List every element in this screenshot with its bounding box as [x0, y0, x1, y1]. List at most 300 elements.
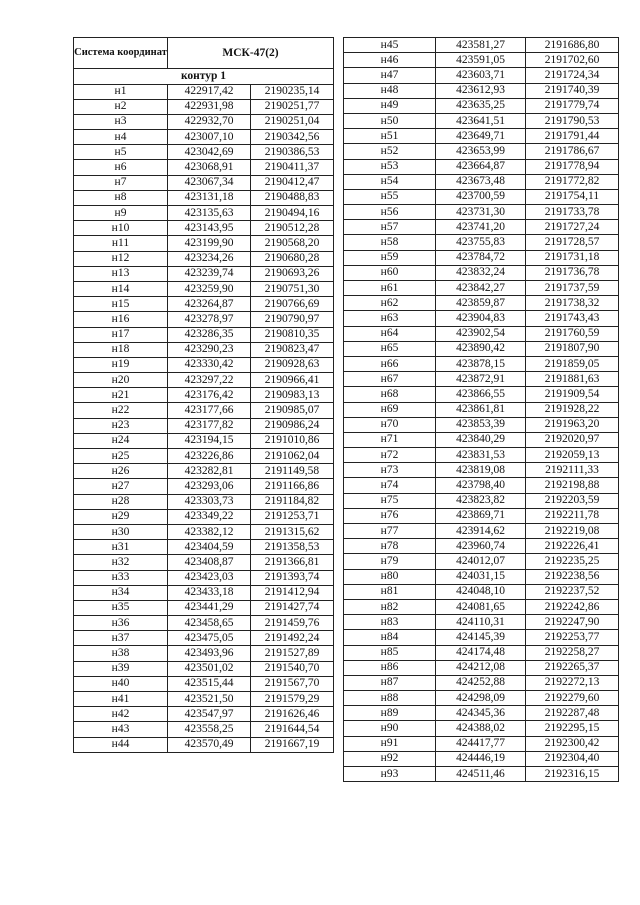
- point-name: н54: [344, 174, 436, 189]
- point-name: н50: [344, 113, 436, 128]
- point-name: н35: [74, 600, 168, 615]
- table-row: [74, 281, 334, 296]
- coordinate-x: 423501,02: [168, 661, 251, 676]
- coordinate-x: 423349,22: [168, 509, 251, 524]
- table-row: [344, 265, 619, 280]
- coordinate-x: 423282,81: [168, 464, 251, 479]
- coordinate-x: 424417,77: [436, 736, 526, 751]
- coordinate-y: 2192235,25: [526, 554, 619, 569]
- coordinate-x: 423303,73: [168, 494, 251, 509]
- point-name: н29: [74, 509, 168, 524]
- coordinate-x: 423330,42: [168, 357, 251, 372]
- table-row: [344, 113, 619, 128]
- point-name: н66: [344, 356, 436, 371]
- table-row: [344, 508, 619, 523]
- coordinate-y: 2191412,94: [251, 585, 334, 600]
- point-name: н88: [344, 691, 436, 706]
- coordinate-x: 423641,51: [436, 113, 526, 128]
- table-row: [74, 403, 334, 418]
- coordinate-y: 2192272,13: [526, 675, 619, 690]
- table-row: [344, 38, 619, 53]
- coordinate-y: 2191567,70: [251, 676, 334, 691]
- point-name: н52: [344, 144, 436, 159]
- coordinate-x: 423840,29: [436, 432, 526, 447]
- coordinate-x: 423176,42: [168, 388, 251, 403]
- point-name: н32: [74, 555, 168, 570]
- coordinate-y: 2192247,90: [526, 615, 619, 630]
- coordinate-y: 2190966,41: [251, 373, 334, 388]
- coordinate-y: 2190512,28: [251, 221, 334, 236]
- coordinate-x: 423653,99: [436, 144, 526, 159]
- coordinate-y: 2191807,90: [526, 341, 619, 356]
- table-row: [74, 707, 334, 722]
- coordinate-x: 423515,44: [168, 676, 251, 691]
- table-row: [344, 417, 619, 432]
- point-name: н72: [344, 448, 436, 463]
- table-row: [74, 312, 334, 327]
- coordinate-x: 423297,22: [168, 373, 251, 388]
- point-name: н49: [344, 98, 436, 113]
- coordinate-x: 422931,98: [168, 99, 251, 114]
- coordinate-x: 424298,09: [436, 691, 526, 706]
- point-name: н5: [74, 145, 168, 160]
- point-name: н11: [74, 236, 168, 251]
- table-row: [344, 736, 619, 751]
- point-name: н24: [74, 433, 168, 448]
- coordinate-y: 2190928,63: [251, 357, 334, 372]
- coordinate-x: 424388,02: [436, 721, 526, 736]
- table-row: [344, 721, 619, 736]
- table-row: [74, 600, 334, 615]
- table-row: [74, 373, 334, 388]
- table-row: [344, 250, 619, 265]
- coordinate-y: 2191778,94: [526, 159, 619, 174]
- coordinate-x: 423234,26: [168, 251, 251, 266]
- coordinate-x: 423521,50: [168, 692, 251, 707]
- point-name: н20: [74, 373, 168, 388]
- table-row: [74, 646, 334, 661]
- table-row: [344, 205, 619, 220]
- coordinate-x: 423755,83: [436, 235, 526, 250]
- coordinate-x: 423603,71: [436, 68, 526, 83]
- table-row: [344, 584, 619, 599]
- coordinate-y: 2191315,62: [251, 524, 334, 539]
- point-name: н13: [74, 266, 168, 281]
- coordinate-y: 2191393,74: [251, 570, 334, 585]
- coordinate-y: 2190235,14: [251, 84, 334, 99]
- coordinate-y: 2191253,71: [251, 509, 334, 524]
- table-row: [344, 144, 619, 159]
- point-name: н48: [344, 83, 436, 98]
- table-row: [74, 175, 334, 190]
- coordinates-table-left: [73, 37, 334, 753]
- point-name: н92: [344, 751, 436, 766]
- coordinate-x: 423433,18: [168, 585, 251, 600]
- coordinate-y: 2192219,08: [526, 524, 619, 539]
- point-name: н8: [74, 190, 168, 205]
- point-name: н46: [344, 53, 436, 68]
- coordinate-y: 2191492,24: [251, 631, 334, 646]
- coordinate-x: 423199,90: [168, 236, 251, 251]
- coordinate-y: 2191702,60: [526, 53, 619, 68]
- coordinate-x: 423842,27: [436, 281, 526, 296]
- table-row: [344, 235, 619, 250]
- table-row: [344, 296, 619, 311]
- point-name: н80: [344, 569, 436, 584]
- coordinate-y: 2192111,33: [526, 463, 619, 478]
- table-row: [344, 675, 619, 690]
- table-row: [344, 751, 619, 766]
- point-name: н77: [344, 524, 436, 539]
- point-name: н4: [74, 130, 168, 145]
- point-name: н12: [74, 251, 168, 266]
- table-row: [74, 737, 334, 752]
- coordinate-x: 423278,97: [168, 312, 251, 327]
- coordinate-y: 2192237,52: [526, 584, 619, 599]
- coordinate-y: 2191963,20: [526, 417, 619, 432]
- table-row: [74, 524, 334, 539]
- coordinate-y: 2192059,13: [526, 448, 619, 463]
- table-row: [344, 539, 619, 554]
- coordinate-y: 2190985,07: [251, 403, 334, 418]
- point-name: н59: [344, 250, 436, 265]
- contour-label: контур 1: [74, 69, 334, 85]
- point-name: н9: [74, 206, 168, 221]
- coordinate-y: 2192316,15: [526, 767, 619, 782]
- coordinate-y: 2192258,27: [526, 645, 619, 660]
- point-name: н51: [344, 129, 436, 144]
- coordinate-y: 2190251,04: [251, 114, 334, 129]
- point-name: н36: [74, 616, 168, 631]
- table-row: [74, 221, 334, 236]
- point-name: н56: [344, 205, 436, 220]
- coordinate-x: 423866,55: [436, 387, 526, 402]
- coordinate-y: 2191754,11: [526, 189, 619, 204]
- table-row: [344, 493, 619, 508]
- point-name: н42: [74, 707, 168, 722]
- coordinate-x: 423259,90: [168, 281, 251, 296]
- table-row: [74, 449, 334, 464]
- coordinate-y: 2192203,59: [526, 493, 619, 508]
- point-name: н23: [74, 418, 168, 433]
- coordinate-y: 2192242,86: [526, 599, 619, 614]
- table-row: [74, 555, 334, 570]
- coordinate-x: 423547,97: [168, 707, 251, 722]
- coordinate-x: 423823,82: [436, 493, 526, 508]
- coordinate-x: 423177,82: [168, 418, 251, 433]
- coordinate-x: 423570,49: [168, 737, 251, 752]
- coordinate-x: 423612,93: [436, 83, 526, 98]
- point-name: н78: [344, 539, 436, 554]
- coordinate-x: 424012,07: [436, 554, 526, 569]
- coordinate-y: 2191859,05: [526, 356, 619, 371]
- coordinate-y: 2190412,47: [251, 175, 334, 190]
- coordinate-y: 2191881,63: [526, 372, 619, 387]
- table-row: [344, 220, 619, 235]
- coordinate-y: 2191727,24: [526, 220, 619, 235]
- point-name: н65: [344, 341, 436, 356]
- table-row: [344, 432, 619, 447]
- coordinates-table-right: [343, 37, 619, 782]
- point-name: н6: [74, 160, 168, 175]
- coordinate-x: 424345,36: [436, 706, 526, 721]
- coordinate-y: 2191772,82: [526, 174, 619, 189]
- coordinate-y: 2191909,54: [526, 387, 619, 402]
- point-name: н81: [344, 584, 436, 599]
- coordinate-x: 424031,15: [436, 569, 526, 584]
- coordinate-x: 424081,65: [436, 599, 526, 614]
- coordinate-y: 2190386,53: [251, 145, 334, 160]
- coordinate-y: 2191166,86: [251, 479, 334, 494]
- point-name: н43: [74, 722, 168, 737]
- coordinate-x: 423859,87: [436, 296, 526, 311]
- point-name: н84: [344, 630, 436, 645]
- contour-row: [74, 69, 334, 85]
- coordinate-x: 424110,31: [436, 615, 526, 630]
- coordinate-x: 423904,83: [436, 311, 526, 326]
- table-row: [74, 676, 334, 691]
- coordinate-x: 424446,19: [436, 751, 526, 766]
- coordinate-y: 2191736,78: [526, 265, 619, 280]
- coordinate-y: 2191728,57: [526, 235, 619, 250]
- coordinate-y: 2191010,86: [251, 433, 334, 448]
- coordinate-x: 423819,08: [436, 463, 526, 478]
- header-row: [74, 38, 334, 69]
- point-name: н40: [74, 676, 168, 691]
- coordinate-x: 423700,59: [436, 189, 526, 204]
- coordinate-x: 424511,46: [436, 767, 526, 782]
- coordinate-x: 423135,63: [168, 206, 251, 221]
- table-row: [344, 326, 619, 341]
- coordinate-x: 423264,87: [168, 297, 251, 312]
- point-name: н18: [74, 342, 168, 357]
- coordinate-y: 2190488,83: [251, 190, 334, 205]
- point-name: н25: [74, 449, 168, 464]
- coordinate-y: 2191667,19: [251, 737, 334, 752]
- point-name: н61: [344, 281, 436, 296]
- point-name: н74: [344, 478, 436, 493]
- table-row: [74, 570, 334, 585]
- coordinate-x: 423475,05: [168, 631, 251, 646]
- coordinate-y: 2191626,46: [251, 707, 334, 722]
- table-row: [74, 722, 334, 737]
- coordinate-x: 423869,71: [436, 508, 526, 523]
- coordinate-x: 423293,06: [168, 479, 251, 494]
- table-row: [74, 464, 334, 479]
- table-row: [74, 692, 334, 707]
- point-name: н90: [344, 721, 436, 736]
- coordinate-y: 2192300,42: [526, 736, 619, 751]
- table-row: [74, 342, 334, 357]
- table-row: [74, 266, 334, 281]
- coordinate-y: 2190411,37: [251, 160, 334, 175]
- coordinate-y: 2191724,34: [526, 68, 619, 83]
- table-row: [344, 691, 619, 706]
- point-name: н60: [344, 265, 436, 280]
- coordinate-y: 2191786,67: [526, 144, 619, 159]
- table-row: [344, 645, 619, 660]
- table-row: [74, 327, 334, 342]
- point-name: н71: [344, 432, 436, 447]
- table-row: [344, 281, 619, 296]
- table-row: [344, 463, 619, 478]
- point-name: н86: [344, 660, 436, 675]
- table-row: [344, 448, 619, 463]
- table-row: [74, 297, 334, 312]
- coordinate-x: 423007,10: [168, 130, 251, 145]
- point-name: н63: [344, 311, 436, 326]
- point-name: н3: [74, 114, 168, 129]
- coordinate-x: 423239,74: [168, 266, 251, 281]
- coordinate-x: 423960,74: [436, 539, 526, 554]
- point-name: н16: [74, 312, 168, 327]
- point-name: н26: [74, 464, 168, 479]
- coordinate-y: 2190790,97: [251, 312, 334, 327]
- coordinate-x: 423382,12: [168, 524, 251, 539]
- point-name: н45: [344, 38, 436, 53]
- coordinate-y: 2191427,74: [251, 600, 334, 615]
- coordinate-x: 423591,05: [436, 53, 526, 68]
- point-name: н91: [344, 736, 436, 751]
- coordinate-x: 423890,42: [436, 341, 526, 356]
- point-name: н75: [344, 493, 436, 508]
- point-name: н68: [344, 387, 436, 402]
- point-name: н44: [74, 737, 168, 752]
- coordinate-y: 2191366,81: [251, 555, 334, 570]
- point-name: н69: [344, 402, 436, 417]
- coordinate-x: 424048,10: [436, 584, 526, 599]
- coordinate-y: 2192295,15: [526, 721, 619, 736]
- coordinate-x: 423872,91: [436, 372, 526, 387]
- coordinate-x: 423226,86: [168, 449, 251, 464]
- table-row: [344, 356, 619, 371]
- table-row: [74, 661, 334, 676]
- coordinate-y: 2190251,77: [251, 99, 334, 114]
- point-name: н73: [344, 463, 436, 478]
- coordinate-y: 2192265,37: [526, 660, 619, 675]
- table-row: [344, 630, 619, 645]
- point-name: н2: [74, 99, 168, 114]
- coordinate-y: 2190680,28: [251, 251, 334, 266]
- table-row: [74, 479, 334, 494]
- coordinate-y: 2191579,29: [251, 692, 334, 707]
- point-name: н76: [344, 508, 436, 523]
- coordinate-x: 423878,15: [436, 356, 526, 371]
- coordinate-x: 423798,40: [436, 478, 526, 493]
- coordinate-x: 423143,95: [168, 221, 251, 236]
- point-name: н38: [74, 646, 168, 661]
- table-row: [74, 433, 334, 448]
- table-row: [344, 372, 619, 387]
- coordinate-y: 2191731,18: [526, 250, 619, 265]
- point-name: н28: [74, 494, 168, 509]
- coordinate-y: 2190823,47: [251, 342, 334, 357]
- coordinate-x: 423558,25: [168, 722, 251, 737]
- point-name: н22: [74, 403, 168, 418]
- coordinate-y: 2191459,76: [251, 616, 334, 631]
- coordinate-x: 423741,20: [436, 220, 526, 235]
- table-row: [74, 236, 334, 251]
- coordinate-y: 2192020,97: [526, 432, 619, 447]
- table-row: [344, 311, 619, 326]
- coordinate-x: 423831,53: [436, 448, 526, 463]
- table-row: [74, 206, 334, 221]
- point-name: н55: [344, 189, 436, 204]
- coordinate-x: 423832,24: [436, 265, 526, 280]
- point-name: н87: [344, 675, 436, 690]
- point-name: н70: [344, 417, 436, 432]
- coordinate-y: 2191743,43: [526, 311, 619, 326]
- coordinate-x: 423458,65: [168, 616, 251, 631]
- coordinate-y: 2190986,24: [251, 418, 334, 433]
- point-name: н89: [344, 706, 436, 721]
- coordinate-y: 2190766,69: [251, 297, 334, 312]
- coordinate-y: 2191540,70: [251, 661, 334, 676]
- coordinate-x: 423635,25: [436, 98, 526, 113]
- point-name: н57: [344, 220, 436, 235]
- table-row: [344, 554, 619, 569]
- point-name: н14: [74, 281, 168, 296]
- table-row: [74, 509, 334, 524]
- point-name: н85: [344, 645, 436, 660]
- coordinate-y: 2190568,20: [251, 236, 334, 251]
- table-row: [344, 68, 619, 83]
- coordinate-y: 2192238,56: [526, 569, 619, 584]
- table-row: [344, 524, 619, 539]
- point-name: н7: [74, 175, 168, 190]
- table-row: [344, 189, 619, 204]
- coordinate-x: 423731,30: [436, 205, 526, 220]
- coordinate-y: 2192198,88: [526, 478, 619, 493]
- coordinate-y: 2191760,59: [526, 326, 619, 341]
- table-row: [344, 98, 619, 113]
- coordinate-x: 423131,18: [168, 190, 251, 205]
- point-name: н27: [74, 479, 168, 494]
- point-name: н79: [344, 554, 436, 569]
- point-name: н19: [74, 357, 168, 372]
- point-name: н83: [344, 615, 436, 630]
- coordinate-x: 424145,39: [436, 630, 526, 645]
- point-name: н58: [344, 235, 436, 250]
- coordinate-x: 423286,35: [168, 327, 251, 342]
- coordinate-y: 2190494,16: [251, 206, 334, 221]
- table-row: [74, 130, 334, 145]
- point-name: н41: [74, 692, 168, 707]
- coordinate-x: 423673,48: [436, 174, 526, 189]
- point-name: н10: [74, 221, 168, 236]
- coordinate-x: 423902,54: [436, 326, 526, 341]
- point-name: н53: [344, 159, 436, 174]
- table-row: [344, 402, 619, 417]
- table-row: [344, 767, 619, 782]
- coordinate-y: 2192226,41: [526, 539, 619, 554]
- table-row: [344, 174, 619, 189]
- point-name: н30: [74, 524, 168, 539]
- table-row: [74, 357, 334, 372]
- coordinate-x: 423664,87: [436, 159, 526, 174]
- coordinate-y: 2191733,78: [526, 205, 619, 220]
- coordinate-x: 423068,91: [168, 160, 251, 175]
- table-row: [74, 616, 334, 631]
- coordinate-y: 2191527,89: [251, 646, 334, 661]
- coordinate-y: 2191686,80: [526, 38, 619, 53]
- coordinate-x: 422917,42: [168, 84, 251, 99]
- coordinate-x: 423423,03: [168, 570, 251, 585]
- table-row: [74, 494, 334, 509]
- coordinate-y: 2191779,74: [526, 98, 619, 113]
- coordinate-y: 2191790,53: [526, 113, 619, 128]
- table-row: [344, 341, 619, 356]
